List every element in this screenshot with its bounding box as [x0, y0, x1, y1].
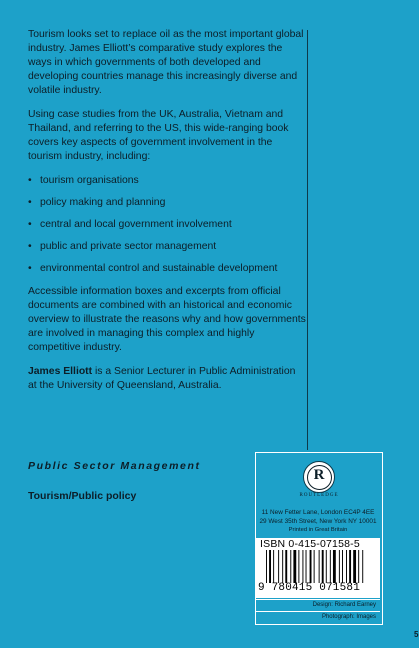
- publisher-logo-icon: R: [303, 461, 335, 493]
- divider-line: [307, 30, 308, 450]
- publisher-logo-name: ROUTLEDGE: [299, 493, 339, 498]
- edge-mark: 5: [414, 630, 419, 639]
- series-title: Public Sector Management: [28, 460, 201, 472]
- isbn-number: ISBN 0-415-07158-5: [260, 538, 360, 550]
- bullet-icon: •: [28, 197, 32, 208]
- list-item: • central and local government involvement: [28, 219, 232, 230]
- blurb-paragraph-3: Accessible information boxes and excerpts from official documents are combined with an historical and economic overview to illustrate the reasons why and how governments are involved in managing this complex and highly competitive industry.: [28, 286, 306, 353]
- blurb-paragraph-2: Using case studies from the UK, Australia, Vietnam and Thailand, and referring to the US, this wide-ranging book covers key aspects of government involvement in the tourism industry, including:: [28, 109, 289, 162]
- barcode-image: [266, 550, 376, 583]
- publisher-box: [255, 452, 383, 625]
- list-item: • policy making and planning: [28, 197, 166, 208]
- bullet-icon: •: [28, 175, 32, 186]
- author-name: James Elliott: [28, 366, 93, 377]
- bullet-icon: •: [28, 263, 32, 274]
- address-london: 11 New Fetter Lane, London EC4P 4EE: [261, 509, 375, 516]
- subject-category: Tourism/Public policy: [28, 490, 137, 502]
- author-bio: [28, 365, 306, 393]
- address-new-york: 29 West 35th Street, New York NY 10001: [259, 518, 377, 525]
- photo-credit: Photograph: Images: [256, 611, 380, 624]
- isbn-barcode-block: [256, 538, 380, 598]
- list-item: • environmental control and sustainable development: [28, 263, 278, 274]
- bullet-icon: •: [28, 219, 32, 230]
- topic-list: [28, 174, 306, 276]
- design-credit: Design: Richard Earney: [256, 599, 380, 612]
- bullet-icon: •: [28, 241, 32, 252]
- barcode-number: 9 780415 071581: [258, 582, 361, 594]
- printed-in: Printed in Great Britain: [288, 527, 348, 533]
- publisher-address: [256, 508, 380, 535]
- back-cover-text: [28, 28, 306, 403]
- list-item: • tourism organisations: [28, 175, 139, 186]
- blurb-paragraph-1: Tourism looks set to replace oil as the most important global industry. James Elliott’s comparative study explores the ways in which governments of both developed and developing countries manage this increasingly diverse and volatile industry.: [28, 29, 304, 96]
- list-item: • public and private sector management: [28, 241, 217, 252]
- author-bio-text: is a Senior Lecturer in Public Administration at the University of Queensland, Australia.: [28, 366, 296, 391]
